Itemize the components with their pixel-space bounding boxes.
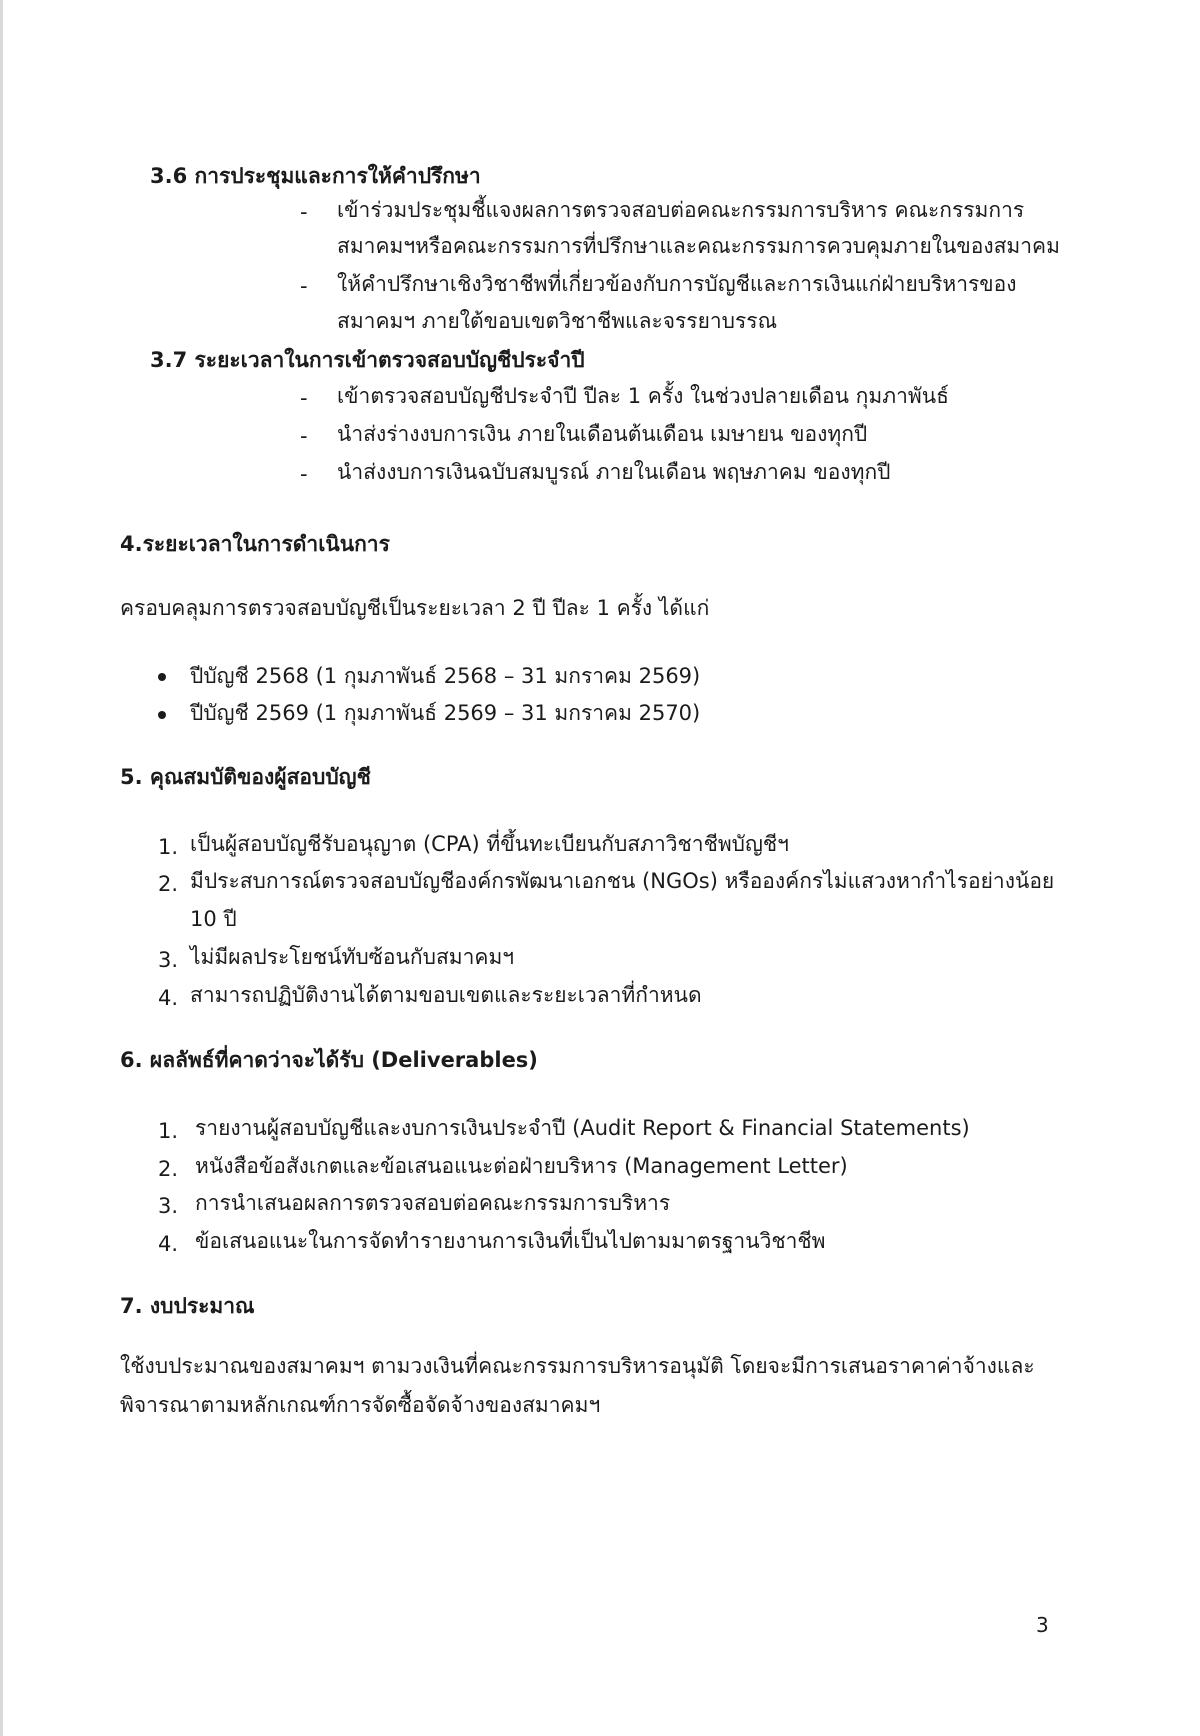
- item-3-7-3: นำส่งงบการเงินฉบับสมบูรณ์ ภายในเดือน พฤษภาคม ของทุกปี: [337, 460, 891, 484]
- list-number: 2.: [158, 872, 179, 896]
- section-4-intro: ครอบคลุมการตรวจสอบบัญชีเป็นระยะเวลา 2 ปี ปีละ 1 ครั้ง ได้แก่: [120, 596, 710, 620]
- dash-marker: -: [300, 424, 308, 448]
- section-6-item-2: หนังสือข้อสังเกตและข้อเสนอแนะต่อฝ่ายบริหาร (Management Letter): [195, 1154, 848, 1178]
- section-5-item-2-line2: 10 ปี: [190, 907, 237, 931]
- dash-marker: -: [300, 274, 308, 298]
- dash-marker: -: [300, 462, 308, 486]
- heading-7: 7. งบประมาณ: [120, 1294, 255, 1318]
- section-4-item-1: ปีบัญชี 2568 (1 กุมภาพันธ์ 2568 – 31 มกราคม 2569): [190, 664, 701, 688]
- list-number: 3.: [158, 948, 179, 972]
- list-number: 2.: [158, 1157, 179, 1181]
- heading-4: 4.ระยะเวลาในการดำเนินการ: [120, 532, 390, 556]
- list-number: 4.: [158, 1232, 179, 1256]
- item-3-6-2-line1: ให้คำปรึกษาเชิงวิชาชีพที่เกี่ยวข้องกับการบัญชีและการเงินแก่ฝ่ายบริหารของ: [337, 272, 1017, 296]
- heading-3-6: 3.6 การประชุมและการให้คำปรึกษา: [150, 164, 481, 188]
- item-3-6-1-line1: เข้าร่วมประชุมชี้แจงผลการตรวจสอบต่อคณะกรรมการบริหาร คณะกรรมการ: [337, 198, 1025, 222]
- list-number: 1.: [158, 1119, 179, 1143]
- section-5-item-1: เป็นผู้สอบบัญชีรับอนุญาต (CPA) ที่ขึ้นทะเบียนกับสภาวิชาชีพบัญชีฯ: [190, 832, 789, 856]
- bullet-marker: [158, 711, 166, 719]
- section-5-item-2-line1: มีประสบการณ์ตรวจสอบบัญชีองค์กรพัฒนาเอกชน (NGOs) หรือองค์กรไม่แสวงหากำไรอย่างน้อย: [190, 869, 1055, 893]
- scan-edge: [0, 0, 3, 1736]
- item-3-7-2: นำส่งร่างงบการเงิน ภายในเดือนต้นเดือน เมษายน ของทุกปี: [337, 422, 868, 446]
- section-6-item-3: การนำเสนอผลการตรวจสอบต่อคณะกรรมการบริหาร: [195, 1191, 671, 1215]
- section-7-line2: พิจารณาตามหลักเกณฑ์การจัดซื้อจัดจ้างของสมาคมฯ: [120, 1393, 601, 1417]
- section-6-item-4: ข้อเสนอแนะในการจัดทำรายงานการเงินที่เป็นไปตามมาตรฐานวิชาชีพ: [195, 1229, 826, 1253]
- section-5-item-4: สามารถปฏิบัติงานได้ตามขอบเขตและระยะเวลาที่กำหนด: [190, 983, 702, 1007]
- heading-5: 5. คุณสมบัติของผู้สอบบัญชี: [120, 765, 371, 789]
- bullet-marker: [158, 673, 166, 681]
- list-number: 3.: [158, 1194, 179, 1218]
- list-number: 4.: [158, 986, 179, 1010]
- heading-6: 6. ผลลัพธ์ที่คาดว่าจะได้รับ (Deliverables): [120, 1048, 538, 1072]
- dash-marker: -: [300, 386, 308, 410]
- section-6-item-1: รายงานผู้สอบบัญชีและงบการเงินประจำปี (Audit Report & Financial Statements): [195, 1116, 970, 1140]
- section-4-item-2: ปีบัญชี 2569 (1 กุมภาพันธ์ 2569 – 31 มกราคม 2570): [190, 701, 701, 725]
- page-number: 3: [1036, 1613, 1049, 1637]
- item-3-7-1: เข้าตรวจสอบบัญชีประจำปี ปีละ 1 ครั้ง ในช่วงปลายเดือน กุมภาพันธ์: [337, 384, 949, 408]
- item-3-6-1-line2: สมาคมฯหรือคณะกรรมการที่ปรึกษาและคณะกรรมการควบคุมภายในของสมาคม: [337, 234, 1060, 258]
- item-3-6-2-line2: สมาคมฯ ภายใต้ขอบเขตวิชาชีพและจรรยาบรรณ: [337, 309, 778, 333]
- section-5-item-3: ไม่มีผลประโยชน์ทับซ้อนกับสมาคมฯ: [190, 945, 515, 969]
- list-number: 1.: [158, 835, 179, 859]
- heading-3-7: 3.7 ระยะเวลาในการเข้าตรวจสอบบัญชีประจำปี: [150, 348, 585, 372]
- dash-marker: -: [300, 200, 308, 224]
- section-7-line1: ใช้งบประมาณของสมาคมฯ ตามวงเงินที่คณะกรรมการบริหารอนุมัติ โดยจะมีการเสนอราคาค่าจ้างและ: [120, 1354, 1035, 1378]
